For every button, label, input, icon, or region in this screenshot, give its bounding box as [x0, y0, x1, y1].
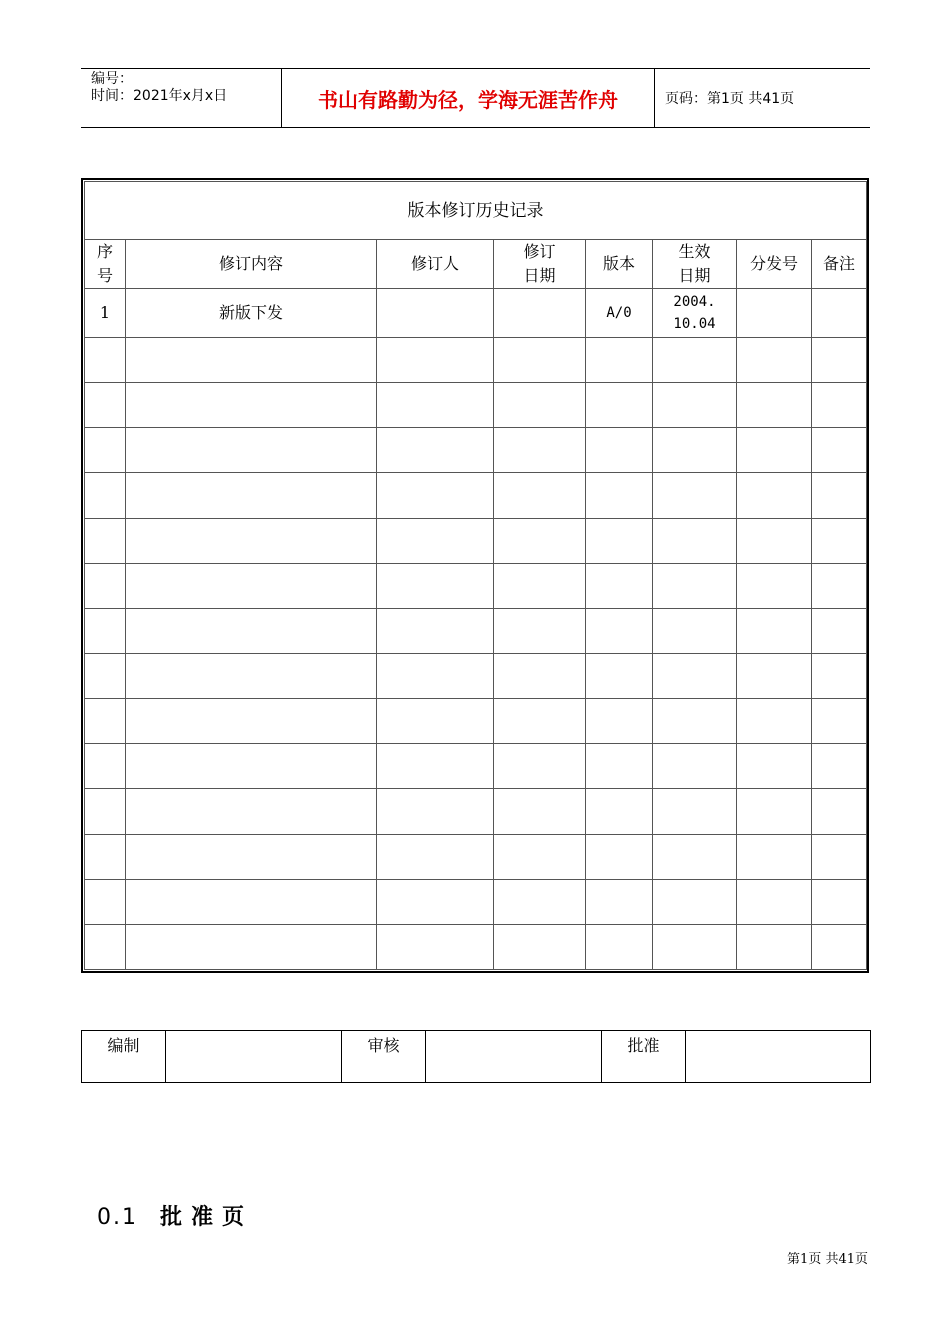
table-cell[interactable]	[812, 924, 867, 969]
table-cell[interactable]	[377, 518, 494, 563]
table-row	[85, 383, 867, 428]
table-cell[interactable]	[126, 518, 377, 563]
table-cell[interactable]	[737, 518, 812, 563]
table-row	[85, 289, 867, 338]
table-cell[interactable]	[126, 473, 377, 518]
table-cell[interactable]	[85, 383, 126, 428]
table-cell[interactable]	[812, 383, 867, 428]
reviewed-by-label: 审核	[342, 1031, 426, 1083]
table-cell[interactable]	[737, 608, 812, 653]
table-cell[interactable]	[85, 608, 126, 653]
table-row	[85, 744, 867, 789]
table-cell[interactable]	[737, 879, 812, 924]
table-row	[85, 699, 867, 744]
table-cell[interactable]	[494, 744, 586, 789]
table-cell[interactable]	[586, 473, 653, 518]
table-cell[interactable]	[377, 289, 494, 338]
section-title: 批准页	[160, 1205, 254, 1230]
column-header: 修订内容	[126, 240, 377, 289]
table-cell[interactable]	[812, 518, 867, 563]
revision-history-table	[81, 178, 869, 973]
table-cell[interactable]	[812, 428, 867, 473]
table-row	[85, 653, 867, 698]
table-cell[interactable]	[494, 699, 586, 744]
table-cell[interactable]	[653, 924, 737, 969]
page-header	[81, 68, 870, 128]
table-row	[85, 473, 867, 518]
table-cell[interactable]	[494, 879, 586, 924]
table-cell[interactable]	[126, 608, 377, 653]
table-cell[interactable]	[494, 789, 586, 834]
section-number: 0.1	[97, 1205, 138, 1230]
table-cell[interactable]	[586, 834, 653, 879]
table-cell[interactable]	[126, 924, 377, 969]
table-cell[interactable]	[737, 653, 812, 698]
table-cell[interactable]	[737, 744, 812, 789]
table-cell[interactable]	[494, 428, 586, 473]
table-cell[interactable]	[494, 924, 586, 969]
table-cell[interactable]	[377, 653, 494, 698]
table-cell[interactable]	[812, 563, 867, 608]
header-meta	[81, 69, 281, 127]
table-cell[interactable]	[85, 518, 126, 563]
table-cell[interactable]	[377, 744, 494, 789]
table-cell[interactable]	[494, 608, 586, 653]
table-cell[interactable]	[85, 563, 126, 608]
column-header: 修订 日期	[494, 240, 586, 289]
table-cell[interactable]	[737, 924, 812, 969]
table-cell[interactable]	[377, 338, 494, 383]
table-cell[interactable]	[737, 383, 812, 428]
table-cell[interactable]	[737, 473, 812, 518]
table-cell[interactable]	[494, 563, 586, 608]
table-cell[interactable]	[85, 789, 126, 834]
prepared-by-label: 编制	[82, 1031, 166, 1083]
reviewed-by-field[interactable]	[426, 1031, 602, 1083]
table-cell[interactable]	[586, 653, 653, 698]
table-cell[interactable]	[494, 518, 586, 563]
table-cell[interactable]	[85, 428, 126, 473]
table-cell[interactable]	[812, 879, 867, 924]
table-cell[interactable]	[653, 563, 737, 608]
table-cell[interactable]	[126, 428, 377, 473]
table-row	[85, 924, 867, 969]
table-cell[interactable]	[494, 653, 586, 698]
table-cell[interactable]	[586, 428, 653, 473]
section-heading	[97, 1200, 253, 1231]
table-cell[interactable]	[653, 699, 737, 744]
table-row	[85, 879, 867, 924]
column-header: 备注	[812, 240, 867, 289]
table-cell[interactable]	[85, 744, 126, 789]
table-cell[interactable]	[737, 563, 812, 608]
table-cell[interactable]	[586, 699, 653, 744]
table-cell[interactable]	[586, 879, 653, 924]
table-cell[interactable]	[812, 289, 867, 338]
column-header: 生效 日期	[653, 240, 737, 289]
table-cell[interactable]	[812, 789, 867, 834]
table-cell[interactable]	[812, 338, 867, 383]
table-cell[interactable]	[653, 518, 737, 563]
column-header: 分发号	[737, 240, 812, 289]
table-cell[interactable]	[126, 653, 377, 698]
table-cell[interactable]	[85, 879, 126, 924]
table-cell[interactable]	[377, 608, 494, 653]
table-cell[interactable]	[737, 834, 812, 879]
document-time-label: 时间：2021年x月x日	[91, 88, 228, 104]
revision-table-title: 版本修订历史记录	[85, 182, 867, 240]
table-cell[interactable]	[586, 608, 653, 653]
table-cell[interactable]	[85, 834, 126, 879]
table-cell[interactable]	[85, 924, 126, 969]
table-cell[interactable]	[85, 473, 126, 518]
table-cell[interactable]: 2004. 10.04	[653, 289, 737, 338]
approved-by-field[interactable]	[686, 1031, 871, 1083]
table-cell[interactable]	[586, 744, 653, 789]
table-cell[interactable]	[586, 518, 653, 563]
prepared-by-field[interactable]	[166, 1031, 342, 1083]
table-cell[interactable]	[494, 834, 586, 879]
table-cell[interactable]	[126, 834, 377, 879]
table-cell[interactable]	[126, 338, 377, 383]
table-cell[interactable]	[586, 563, 653, 608]
table-cell[interactable]	[812, 653, 867, 698]
column-header: 修订人	[377, 240, 494, 289]
table-row	[85, 789, 867, 834]
table-cell[interactable]	[85, 338, 126, 383]
table-cell[interactable]	[377, 789, 494, 834]
table-cell[interactable]	[737, 428, 812, 473]
table-cell[interactable]	[586, 338, 653, 383]
table-cell[interactable]	[494, 383, 586, 428]
table-row	[85, 428, 867, 473]
signature-table	[81, 1030, 871, 1083]
table-cell[interactable]	[737, 338, 812, 383]
table-cell[interactable]	[812, 473, 867, 518]
table-cell[interactable]	[126, 879, 377, 924]
table-cell[interactable]	[494, 473, 586, 518]
table-cell[interactable]	[126, 789, 377, 834]
table-cell[interactable]	[586, 924, 653, 969]
table-row	[85, 834, 867, 879]
document-number-label: 编号：	[91, 71, 133, 87]
table-cell[interactable]	[377, 428, 494, 473]
table-cell[interactable]	[653, 834, 737, 879]
table-cell[interactable]: A/0	[586, 289, 653, 338]
revision-table-header	[85, 240, 867, 289]
column-header: 序 号	[85, 240, 126, 289]
table-cell[interactable]	[737, 699, 812, 744]
table-cell[interactable]	[494, 338, 586, 383]
table-cell[interactable]	[653, 789, 737, 834]
table-cell[interactable]: 新版下发	[126, 289, 377, 338]
header-motto: 书山有路勤为径，学海无涯苦作舟	[281, 69, 655, 127]
column-header: 版本	[586, 240, 653, 289]
table-cell[interactable]	[812, 608, 867, 653]
approved-by-label: 批准	[602, 1031, 686, 1083]
table-cell[interactable]	[653, 338, 737, 383]
table-cell[interactable]	[377, 834, 494, 879]
table-cell[interactable]	[126, 383, 377, 428]
table-cell[interactable]	[377, 924, 494, 969]
table-cell[interactable]	[653, 608, 737, 653]
table-cell[interactable]	[812, 834, 867, 879]
page-footer: 第1页 共41页	[787, 1252, 868, 1267]
table-cell[interactable]	[812, 699, 867, 744]
table-cell[interactable]	[653, 879, 737, 924]
table-cell[interactable]	[737, 789, 812, 834]
table-cell[interactable]	[377, 879, 494, 924]
table-cell[interactable]	[126, 563, 377, 608]
table-cell[interactable]	[653, 473, 737, 518]
table-row	[85, 608, 867, 653]
table-cell[interactable]	[85, 699, 126, 744]
table-cell[interactable]	[586, 789, 653, 834]
table-row	[85, 518, 867, 563]
table-cell[interactable]	[586, 383, 653, 428]
table-cell[interactable]	[653, 428, 737, 473]
table-cell[interactable]	[494, 289, 586, 338]
table-cell[interactable]	[377, 473, 494, 518]
table-row	[85, 563, 867, 608]
table-row	[85, 338, 867, 383]
table-cell[interactable]	[377, 383, 494, 428]
table-cell[interactable]	[126, 744, 377, 789]
table-cell[interactable]	[126, 699, 377, 744]
table-cell[interactable]	[653, 744, 737, 789]
header-page-info: 页码：第1页 共41页	[665, 91, 795, 107]
table-cell[interactable]	[377, 563, 494, 608]
table-cell[interactable]	[377, 699, 494, 744]
table-cell[interactable]	[85, 653, 126, 698]
table-cell[interactable]	[653, 653, 737, 698]
table-cell[interactable]	[812, 744, 867, 789]
table-cell[interactable]	[737, 289, 812, 338]
table-cell[interactable]: 1	[85, 289, 126, 338]
table-cell[interactable]	[653, 383, 737, 428]
